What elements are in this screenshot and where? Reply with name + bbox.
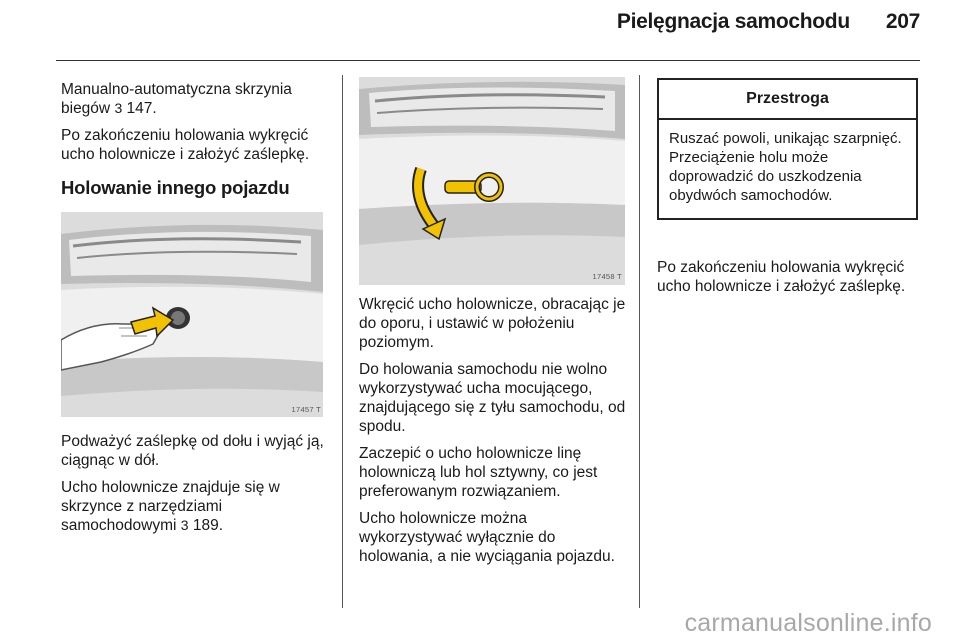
column-divider-1 — [342, 75, 343, 608]
figure-remove-cap — [61, 212, 323, 417]
figure-code: 17457 T — [291, 405, 321, 414]
paragraph: Ucho holownicze można wykorzystywać wyłącznie do holowania, a nie wyciągania pojazdu. — [359, 510, 615, 565]
column-2-text — [359, 295, 631, 574]
paragraph: Po zakończeniu holowania wykręcić ucho holownicze i założyć zaślepkę. — [61, 127, 310, 163]
paragraph: Wkręcić ucho holownicze, obracając je do oporu, i ustawić w położeniu poziomym. — [359, 296, 626, 351]
page-number: 207 — [885, 10, 920, 33]
figure-screw-eye — [359, 77, 625, 285]
paragraph-text: Ucho holownicze znajduje się w skrzynce z narzędziami samochodowymi — [61, 479, 280, 534]
paragraph: Po zakończeniu holowania wykręcić ucho holownicze i założyć zaślepkę. — [657, 259, 906, 295]
figure-code: 17458 T — [592, 272, 622, 281]
page-reference-icon: 3 — [180, 517, 189, 533]
paragraph — [61, 80, 333, 118]
section-heading: Holowanie innego pojazdu — [61, 177, 290, 198]
column-1-bottom — [61, 432, 333, 543]
page-title: Pielęgnacja samochodu — [616, 10, 850, 33]
paragraph — [61, 478, 333, 535]
column-3-text — [657, 258, 919, 304]
page-reference: 189. — [192, 517, 224, 534]
bumper-cap-illustration — [61, 212, 323, 417]
paragraph: Podważyć zaślepkę od dołu i wyjąć ją, ciągnąc w dół. — [61, 433, 324, 469]
header-rule — [56, 60, 920, 61]
towing-eye-illustration — [359, 77, 625, 285]
caution-box — [657, 78, 918, 220]
page-header — [617, 10, 920, 34]
column-1-top — [61, 80, 333, 172]
column-divider-2 — [639, 75, 640, 608]
caution-title: Przestroga — [659, 80, 916, 120]
watermark: carmanualsonline.info — [684, 609, 932, 637]
caution-text: Ruszać powoli, unikając szarpnięć. Przeciążenie holu może doprowadzić do uszkodzenia obydwóch samochodów. — [669, 130, 902, 204]
paragraph: Do holowania samochodu nie wolno wykorzystywać ucha mocującego, znajdującego się z tyłu samochodu, od spodu. — [359, 361, 626, 435]
page-reference-icon: 3 — [114, 100, 123, 116]
page-reference: 147. — [126, 100, 157, 117]
paragraph-text: Manualno-automatyczna skrzynia biegów — [61, 81, 292, 117]
paragraph: Zaczepić o ucho holownicze linę holowniczą lub hol sztywny, co jest preferowanym rozwiązaniem. — [359, 445, 598, 500]
